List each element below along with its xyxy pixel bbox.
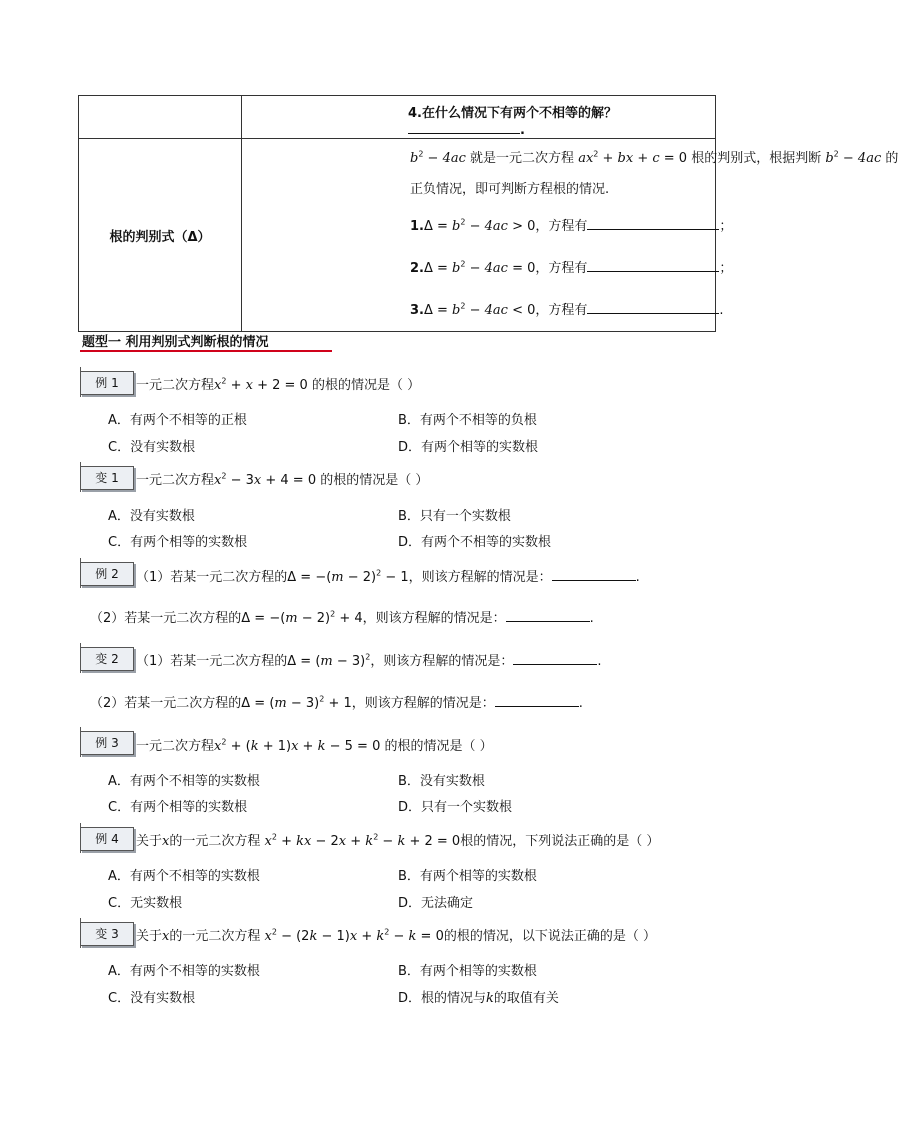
item-number: 2. bbox=[410, 261, 424, 276]
intro-line-2: 正负情况，即可判断方程根的情况. bbox=[410, 182, 610, 197]
item-text: ，方程有 bbox=[535, 303, 588, 318]
example-4-option-c[interactable]: C．无实数根 bbox=[108, 896, 183, 911]
section-heading: 题型一 利用判别式判断根的情况 bbox=[82, 335, 269, 350]
variant-2-tag: 变 2 bbox=[80, 647, 134, 671]
question-text: ，则该方程解的情况是： bbox=[351, 696, 495, 711]
variant-2-part-2: （2）若某一元二次方程的$\Delta = (m - 3)^2 + 1$，则该方程解的情况是： . bbox=[90, 694, 583, 711]
item-text: ，方程有 bbox=[535, 261, 588, 276]
question-text: 根的情况，下列说法正确的是（ ） bbox=[460, 834, 660, 849]
option-text: 的取值有关 bbox=[493, 991, 559, 1006]
variant-1-question: 一元二次方程$x^2 - 3x + 4 = 0$ 的根的情况是（ ） bbox=[136, 471, 429, 488]
example-2-tag: 例 2 bbox=[80, 562, 134, 586]
period: . bbox=[589, 611, 594, 626]
discriminant-label: 根的判别式（Δ） bbox=[109, 229, 211, 245]
example-3-question: 一元二次方程$x^2 + (k + 1)x + k - 5 = 0$ 的根的情况是（ ） bbox=[136, 737, 493, 754]
example-1-question: 一元二次方程$x^2 + x + 2 = 0$ 的根的情况是（ ） bbox=[136, 376, 421, 393]
condition-3: $3.\Delta = b^2 - 4ac < 0$，方程有 . bbox=[410, 301, 724, 318]
question-text: ，则该方程解的情况是： bbox=[362, 611, 506, 626]
period: . bbox=[578, 696, 583, 711]
question-text: 一元二次方程 bbox=[136, 739, 215, 754]
example-4-option-a[interactable]: A．有两个不相等的实数根 bbox=[108, 869, 260, 884]
variant-1-option-b[interactable]: B．只有一个实数根 bbox=[398, 509, 511, 524]
answer-blank[interactable] bbox=[513, 652, 597, 665]
example-4-option-b[interactable]: B．有两个相等的实数根 bbox=[398, 869, 537, 884]
example-1-option-a[interactable]: A．有两个不相等的正根 bbox=[108, 413, 247, 428]
period: . bbox=[597, 654, 602, 669]
question-text: 的根的情况，以下说法正确的是（ ） bbox=[443, 929, 656, 944]
question-text: 一元二次方程 bbox=[136, 473, 215, 488]
example-3-option-b[interactable]: B．没有实数根 bbox=[398, 774, 485, 789]
example-4-tag: 例 4 bbox=[80, 827, 134, 851]
question-text: 的一元二次方程 bbox=[169, 834, 261, 849]
example-1-option-c[interactable]: C．没有实数根 bbox=[108, 440, 196, 455]
example-3-option-c[interactable]: C．有两个相等的实数根 bbox=[108, 800, 248, 815]
question-text: 关于 bbox=[136, 834, 163, 849]
variant-3-option-b[interactable]: B．有两个相等的实数根 bbox=[398, 964, 537, 979]
answer-blank[interactable] bbox=[552, 568, 636, 581]
condition-1: $1.\Delta = b^2 - 4ac > 0$，方程有 ； bbox=[410, 217, 733, 234]
question-text: 的根的情况是（ ） bbox=[384, 739, 493, 754]
table-empty-cell bbox=[79, 96, 242, 139]
intro-text-c: 的 bbox=[885, 151, 898, 166]
variant-3-option-d[interactable]: D．根的情况与k的取值有关 bbox=[398, 991, 559, 1006]
variant-3-tag: 变 3 bbox=[80, 922, 134, 946]
example-3-option-d[interactable]: D．只有一个实数根 bbox=[398, 800, 513, 815]
question-text: 的根的情况是（ ） bbox=[320, 473, 429, 488]
example-2-part-1: （1）若某一元二次方程的$\Delta = -(m - 2)^2 - 1$，则该方程解的情况是： . bbox=[136, 568, 640, 585]
example-1-option-d[interactable]: D．有两个相等的实数根 bbox=[398, 440, 539, 455]
question-text: （2）若某一元二次方程的 bbox=[90, 611, 242, 626]
question-text: ，则该方程解的情况是： bbox=[370, 654, 514, 669]
variant-1-tag: 变 1 bbox=[80, 466, 134, 490]
example-2-part-2: （2）若某一元二次方程的$\Delta = -(m - 2)^2 + 4$，则该方程解的情况是： . bbox=[90, 609, 594, 626]
period: . bbox=[635, 570, 640, 585]
question-4: 4.在什么情况下有两个不相等的解？ bbox=[408, 106, 617, 121]
table-question-cell bbox=[242, 96, 716, 139]
example-4-option-d[interactable]: D．无法确定 bbox=[398, 896, 474, 911]
option-text: D．根的情况与 bbox=[398, 991, 487, 1006]
example-4-question: 关于x的一元二次方程 $x^2$ + kx − $2x + k^2 - k + 2 = 0$根的情况，下列说法正确的是（ ） bbox=[136, 832, 660, 849]
variant-3-question: 关于x的一元二次方程 $x^2 - (2k - 1)x + k^2 - k = 0$的根的情况，以下说法正确的是（ ） bbox=[136, 927, 656, 944]
example-1-option-b[interactable]: B．有两个不相等的负根 bbox=[398, 413, 537, 428]
variant-1-option-d[interactable]: D．有两个不相等的实数根 bbox=[398, 535, 552, 550]
example-3-option-a[interactable]: A．有两个不相等的实数根 bbox=[108, 774, 260, 789]
item-number: 1. bbox=[410, 219, 424, 234]
intro-line-1: $b^2 - 4ac$ 就是一元二次方程 $ax^2$ + bx + c = 0 根的判别式，根据判断 $b^2 - 4ac$ 的 bbox=[410, 149, 898, 166]
punct: . bbox=[719, 303, 724, 318]
discriminant-table bbox=[78, 95, 898, 332]
variant-1-option-a[interactable]: A．没有实数根 bbox=[108, 509, 195, 524]
period: . bbox=[520, 123, 525, 138]
question-text: 的一元二次方程 bbox=[169, 929, 261, 944]
question-text: （2）若某一元二次方程的 bbox=[90, 696, 242, 711]
answer-blank[interactable] bbox=[506, 609, 590, 622]
table-content-cell bbox=[242, 139, 898, 332]
question-text: 一元二次方程 bbox=[136, 378, 215, 393]
intro-text-a: 就是一元二次方程 bbox=[470, 151, 575, 166]
question-text: 的根的情况是（ ） bbox=[311, 378, 421, 393]
example-3-tag: 例 3 bbox=[80, 731, 134, 755]
answer-blank[interactable] bbox=[587, 217, 719, 230]
variant-1-option-c[interactable]: C．有两个相等的实数根 bbox=[108, 535, 248, 550]
answer-blank[interactable] bbox=[587, 301, 719, 314]
question-text: ，则该方程解的情况是： bbox=[408, 570, 552, 585]
question-text: 关于 bbox=[136, 929, 163, 944]
item-number: 3. bbox=[410, 303, 424, 318]
answer-blank[interactable] bbox=[408, 121, 520, 134]
table-label-cell bbox=[79, 139, 242, 332]
answer-blank[interactable] bbox=[495, 694, 579, 707]
answer-blank[interactable] bbox=[587, 259, 719, 272]
item-text: ，方程有 bbox=[535, 219, 588, 234]
question-text: （1）若某一元二次方程的 bbox=[136, 570, 288, 585]
variant-3-option-c[interactable]: C．没有实数根 bbox=[108, 991, 196, 1006]
question-text: （1）若某一元二次方程的 bbox=[136, 654, 288, 669]
intro-text-b: 根的判别式，根据判断 bbox=[691, 151, 822, 166]
heading-underline bbox=[80, 350, 332, 352]
variant-2-part-1: （1）若某一元二次方程的$\Delta = (m - 3)^2$，则该方程解的情况是： . bbox=[136, 652, 602, 669]
punct: ； bbox=[719, 219, 733, 234]
punct: ； bbox=[719, 261, 733, 276]
condition-2: $2.\Delta = b^2 - 4ac = 0$，方程有 ； bbox=[410, 259, 733, 276]
example-1-tag: 例 1 bbox=[80, 371, 134, 395]
variant-3-option-a[interactable]: A．有两个不相等的实数根 bbox=[108, 964, 260, 979]
